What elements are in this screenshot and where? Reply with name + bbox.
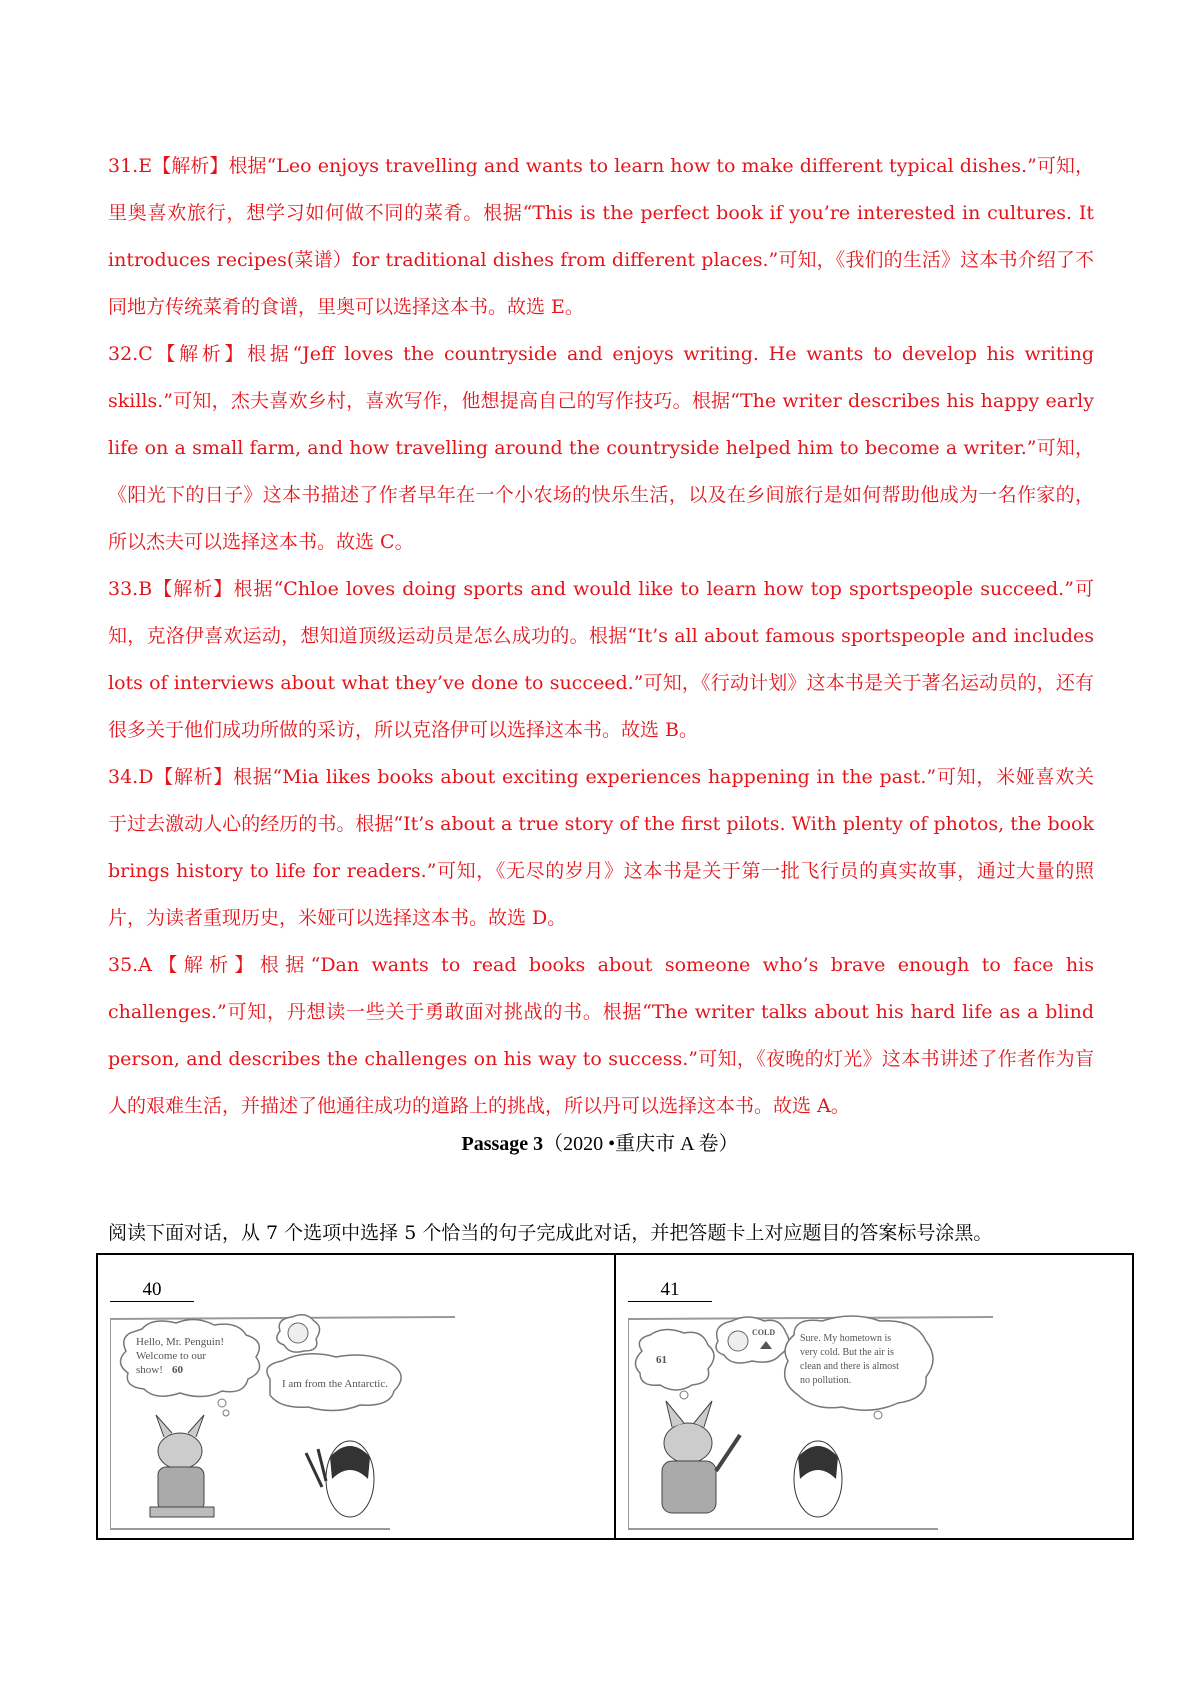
answer-text: 【解析】根据“Leo enjoys travelling and wants to learn how to make different typical dishes.”可知，里奥喜欢旅行，想学习如何做不同的菜肴。根据“This is the perfect book if you’re interested in cultures. It introduces recipes(菜谱）for traditional dishes from different places.”可知，《我们的生活》这本书介绍了不同地方传统菜肴的食谱，里奥可以选择这本书。故选 E。 (108, 155, 1094, 318)
answer-number: 33.B (108, 578, 153, 600)
bubble-tail (223, 1410, 229, 1416)
bubble-line: no pollution. (800, 1375, 852, 1386)
comic-drawing-41 (628, 1311, 998, 1531)
answer-blank-41: 41 (628, 1279, 712, 1302)
comic-image-40 (110, 1311, 460, 1531)
instruction-text: 阅读下面对话，从 7 个选项中选择 5 个恰当的句子完成此对话，并把答题卡上对应题目的答案标号涂黑。 (108, 1222, 993, 1244)
bubble-blank-60: 60 (172, 1364, 183, 1376)
answer-number: 35.A (108, 954, 152, 976)
bubble-tail (218, 1399, 226, 1407)
thought-bubble (716, 1317, 789, 1363)
kangaroo-host-icon (662, 1401, 740, 1513)
answer-text: 【解析】根据“Mia likes books about exciting experiences happening in the past.”可知，米娅喜欢关于过去激动人心的经历的书。根据“It’s about a true story of the first pilots. With plenty of photos, the book brings history to life for readers.”可知，《无尽的岁月》这本书是关于第一批飞行员的真实故事，通过大量的照片，为读者重现历史，米娅可以选择这本书。故选 D。 (108, 766, 1094, 929)
bubble-line: I am from the Antarctic. (282, 1378, 388, 1390)
answer-33 (108, 566, 1094, 754)
answer-32 (108, 331, 1094, 566)
bubble-line: clean and there is almost (800, 1361, 899, 1372)
answer-text: 【解析】根据“Chloe loves doing sports and would like to learn how top sportspeople succeed.”可知，克洛伊喜欢运动，想知道顶级运动员是怎么成功的。根据“It’s all about famous sportspeople and includes lots of interviews about what they’ve done to succeed.”可知，《行动计划》这本书是关于著名运动员的，还有很多关于他们成功所做的采访，所以克洛伊可以选择这本书。故选 B。 (108, 578, 1094, 741)
penguin-face-icon (288, 1323, 308, 1343)
answer-text: 【解析】根据“Jeff loves the countryside and enjoys writing. He wants to develop his writing skills.”可知，杰夫喜欢乡村，喜欢写作，他想提高自己的写作技巧。根据“The writer describes his happy early life on a small farm, and how travelling around the countryside helped him to become a writer.”可知，《阳光下的日子》这本书描述了作者早年在一个小农场的快乐生活，以及在乡间旅行是如何帮助他成为一名作家的，所以杰夫可以选择这本书。故选 C。 (108, 343, 1094, 553)
answer-31 (108, 143, 1094, 331)
penguin-face-icon (728, 1331, 748, 1351)
speech-bubble-host (635, 1329, 714, 1390)
comic-image-41 (628, 1311, 998, 1531)
passage-title-main: Passage 3 (461, 1133, 544, 1155)
penguin-icon (306, 1441, 374, 1517)
bubble-line: Welcome to our (136, 1350, 206, 1362)
passage-title (0, 1127, 1200, 1156)
kangaroo-host-icon (150, 1415, 214, 1517)
bubble-tail (680, 1391, 688, 1399)
answer-blank-40: 40 (110, 1279, 194, 1302)
answer-explanations (108, 143, 1094, 1130)
answer-number: 31.E (108, 155, 153, 177)
penguin-icon (794, 1441, 842, 1517)
answer-34 (108, 754, 1094, 942)
comic-panel-41 (614, 1255, 1132, 1538)
bubble-blank-61: 61 (656, 1354, 667, 1366)
bubble-line: show! (136, 1364, 163, 1376)
comic-panel-40 (98, 1255, 614, 1538)
bubble-line: Hello, Mr. Penguin! (136, 1336, 224, 1348)
bubble-line: Sure. My hometown is (800, 1333, 892, 1344)
bubble-tail (874, 1411, 882, 1419)
comic-frame-top (110, 1317, 455, 1319)
answer-number: 34.D (108, 766, 154, 788)
comic-drawing-40 (110, 1311, 460, 1531)
bubble-line: very cold. But the air is (800, 1347, 894, 1358)
answer-number: 32.C (108, 343, 153, 365)
comic-table (96, 1253, 1134, 1540)
answer-35 (108, 942, 1094, 1130)
comic-frame-top (628, 1317, 993, 1319)
answer-text: 【解析】根据“Dan wants to read books about someone who’s brave enough to face his challenges.”可知，丹想读一些关于勇敢面对挑战的书。根据“The writer talks about his hard life as a blind person, and describes the challenges on his way to success.”可知，《夜晚的灯光》这本书讲述了作者作为盲人的艰难生活，并描述了他通往成功的道路上的挑战，所以丹可以选择这本书。故选 A。 (108, 954, 1094, 1117)
passage-title-source: （2020 •重庆市 A 卷） (543, 1133, 739, 1155)
cold-label: COLD (752, 1328, 776, 1337)
